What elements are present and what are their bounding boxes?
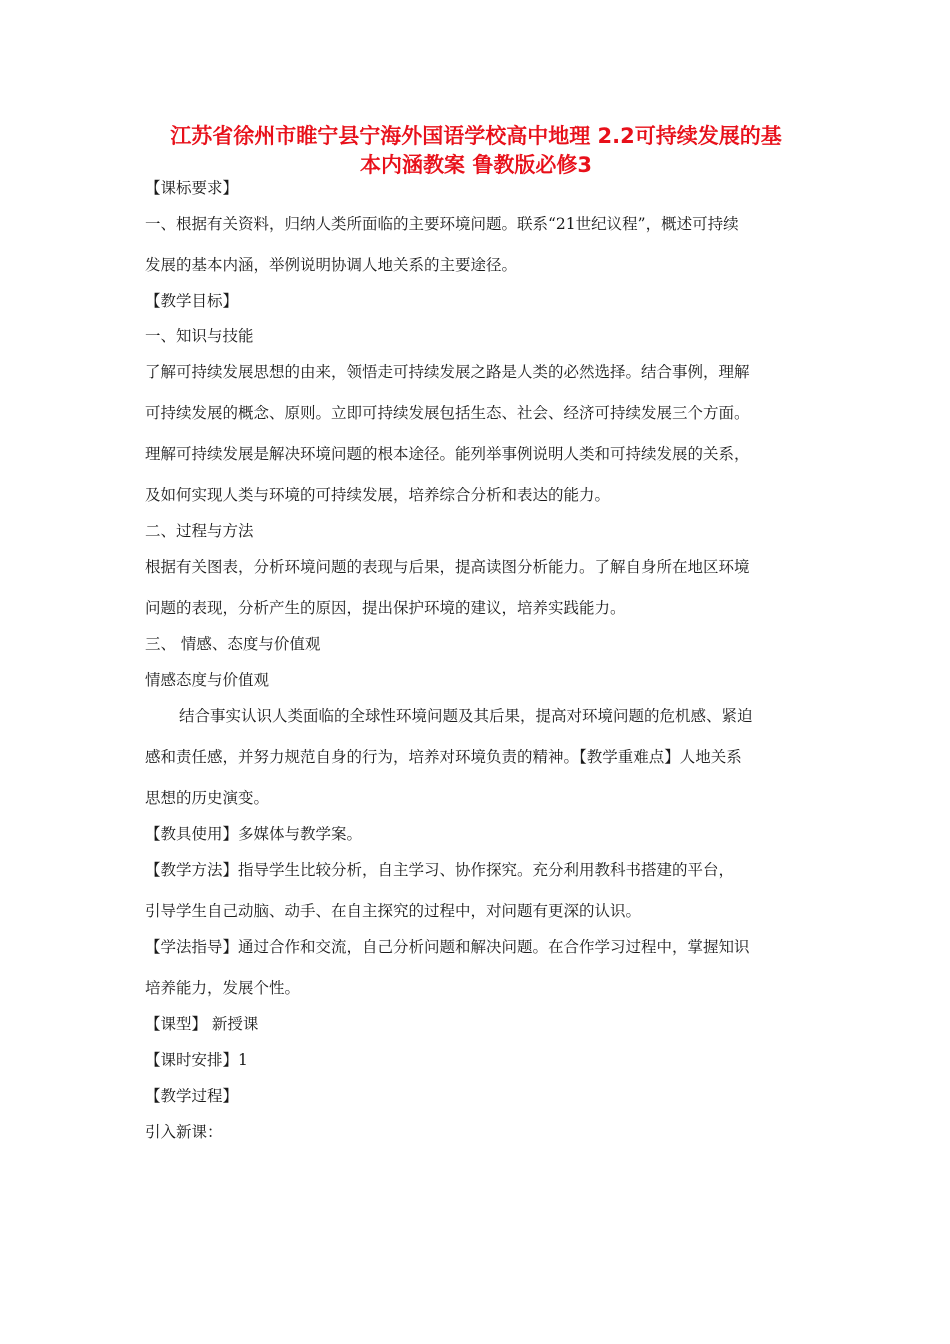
document-title	[145, 122, 807, 180]
paragraph-line: 一、根据有关资料，归纳人类所面临的主要环境问题。联系“21世纪议程”，概述可持续	[145, 215, 739, 233]
paragraph-line: 问题的表现，分析产生的原因，提出保护环境的建议，培养实践能力。	[145, 599, 626, 617]
title-line-2: 本内涵教案 鲁教版必修3	[360, 153, 592, 177]
paragraph-line: 发展的基本内涵，举例说明协调人地关系的主要途径。	[145, 256, 518, 274]
section-heading-objectives: 【教学目标】	[145, 292, 239, 310]
paragraph-line: 情感态度与价值观	[145, 671, 270, 689]
paragraph-line: 培养能力，发展个性。	[145, 979, 301, 997]
subsection-heading: 三、 情感、态度与价值观	[145, 635, 321, 653]
paragraph-line: 理解可持续发展是解决环境问题的根本途径。能列举事例说明人类和可持续发展的关系，	[145, 445, 750, 463]
subsection-heading: 二、过程与方法	[145, 522, 254, 540]
section-heading-curriculum: 【课标要求】	[145, 179, 239, 197]
paragraph-line: 了解可持续发展思想的由来，领悟走可持续发展之路是人类的必然选择。结合事例，理解	[145, 363, 750, 381]
paragraph-line: 结合事实认识人类面临的全球性环境问题及其后果，提高对环境问题的危机感、紧迫	[179, 707, 753, 725]
title-line-1: 江苏省徐州市睢宁县宁海外国语学校高中地理 2.2可持续发展的基	[170, 124, 782, 148]
paragraph-line: 【教具使用】多媒体与教学案。	[145, 825, 363, 843]
paragraph-line: 【课型】 新授课	[145, 1015, 259, 1033]
paragraph-line: 思想的历史演变。	[145, 789, 270, 807]
paragraph-line: 【学法指导】通过合作和交流，自己分析问题和解决问题。在合作学习过程中，掌握知识	[145, 938, 750, 956]
paragraph-line: 引导学生自己动脑、动手、在自主探究的过程中，对问题有更深的认识。	[145, 902, 642, 920]
paragraph-line: 及如何实现人类与环境的可持续发展，培养综合分析和表达的能力。	[145, 486, 611, 504]
paragraph-line: 【教学方法】指导学生比较分析，自主学习、协作探究。充分利用教科书搭建的平台，	[145, 861, 735, 879]
section-heading-process: 【教学过程】	[145, 1087, 239, 1105]
paragraph-line: 感和责任感，并努力规范自身的行为，培养对环境负责的精神。【教学重难点】人地关系	[145, 748, 742, 766]
paragraph-line: 可持续发展的概念、原则。立即可持续发展包括生态、社会、经济可持续发展三个方面。	[145, 404, 750, 422]
paragraph-line: 引入新课：	[145, 1123, 223, 1141]
subsection-heading: 一、知识与技能	[145, 327, 254, 345]
paragraph-line: 根据有关图表，分析环境问题的表现与后果，提高读图分析能力。了解自身所在地区环境	[145, 558, 750, 576]
paragraph-line: 【课时安排】1	[145, 1051, 248, 1069]
